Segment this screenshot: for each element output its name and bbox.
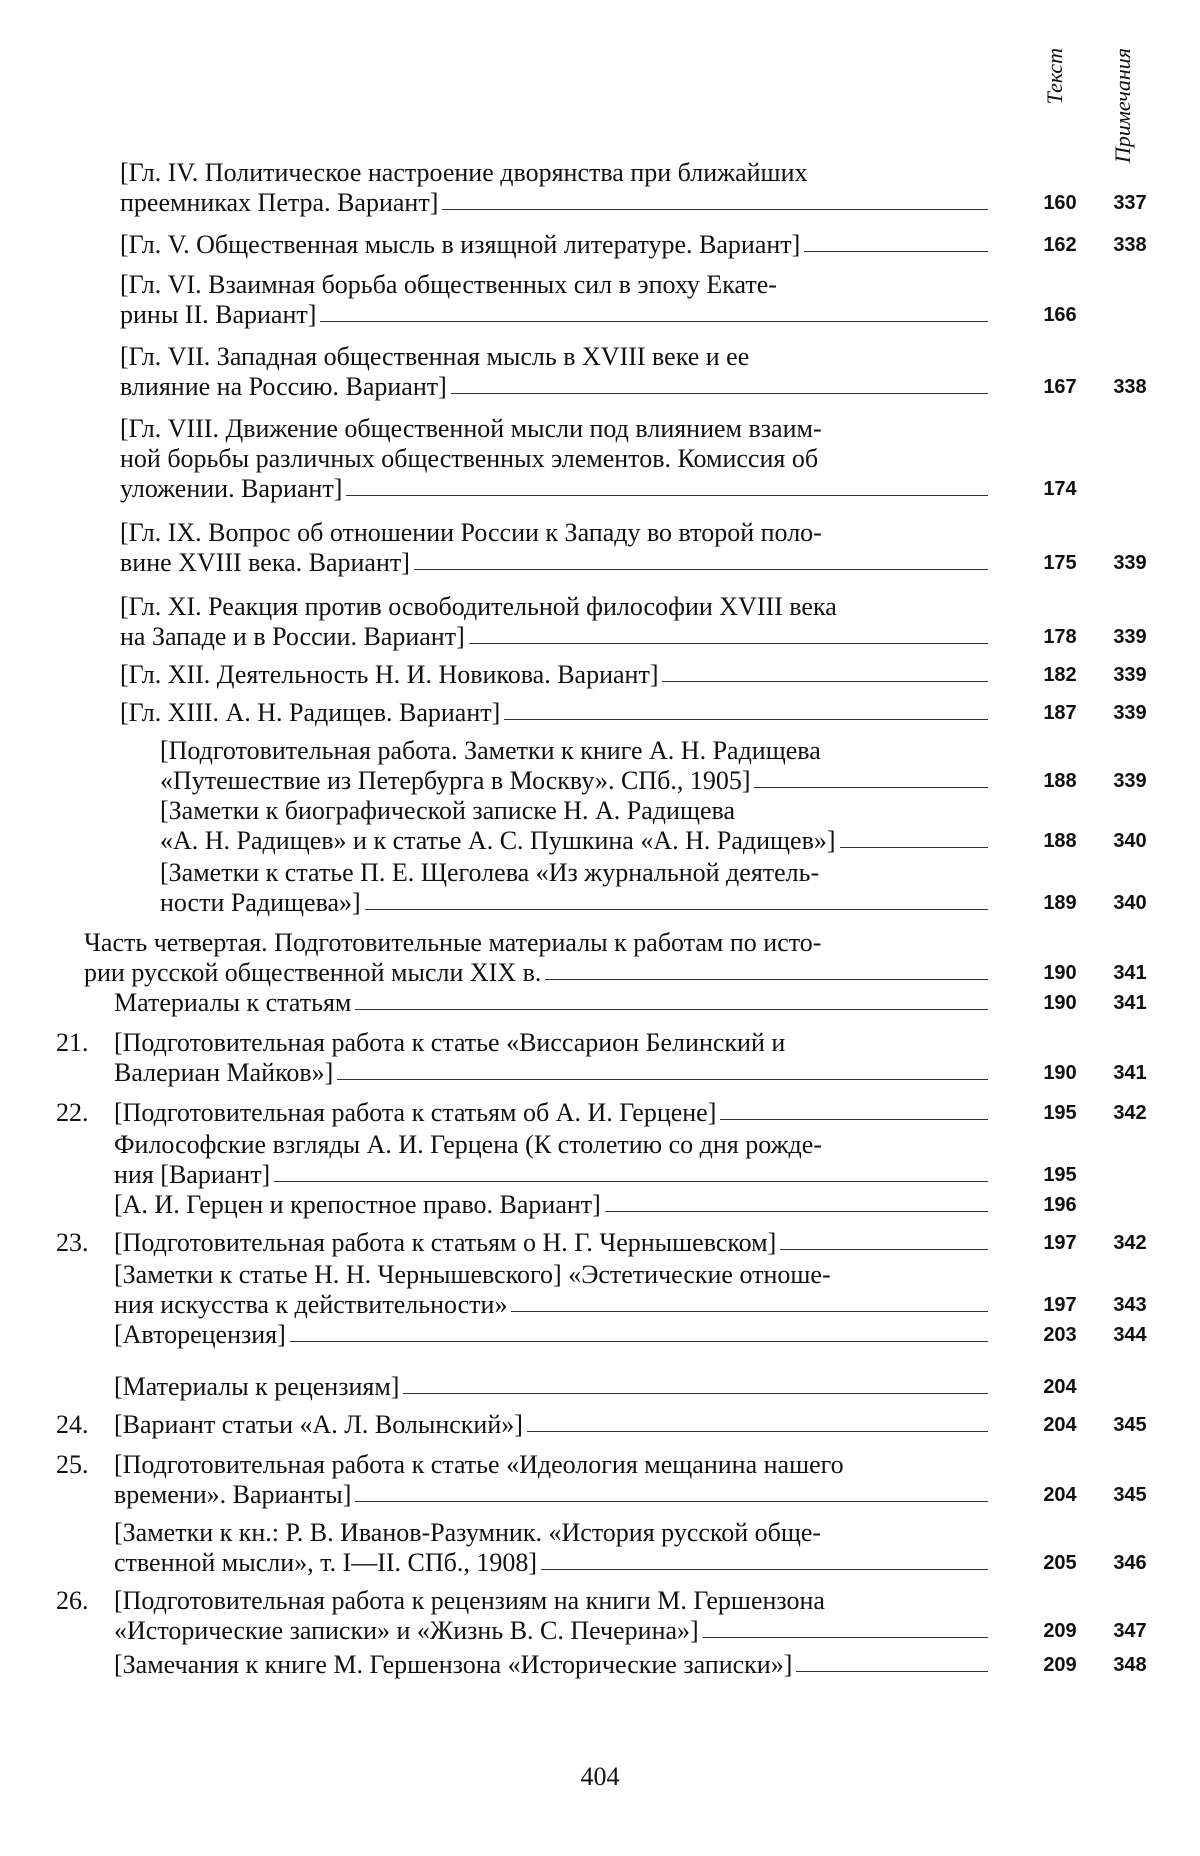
entry-number: 22. — [56, 1098, 89, 1127]
entry-last-line — [114, 1228, 990, 1258]
entry-title-line: Философские взгляды А. И. Герцена (К столетию со дня рожде- — [114, 1130, 822, 1159]
entry-title-line: [Материалы к рецензиям] — [114, 1372, 400, 1401]
entry-title-line: [Подготовительная работа к рецензиям на книги М. Гершензона — [114, 1586, 825, 1615]
leader-line — [527, 1430, 988, 1432]
text-page-number: 162 — [1043, 234, 1077, 256]
text-page-number: 209 — [1043, 1654, 1077, 1676]
entry-number: 26. — [56, 1586, 89, 1615]
leader-line — [780, 1248, 988, 1250]
entry-title-line: [Авторецензия] — [114, 1320, 286, 1349]
text-page-number: 203 — [1043, 1324, 1077, 1346]
text-page-number: 175 — [1043, 552, 1077, 574]
entry-title-line: ния искусства к действительности» — [114, 1290, 508, 1319]
notes-page-number: 341 — [1113, 1062, 1147, 1084]
leader-line — [804, 250, 988, 252]
entry-last-line — [120, 548, 990, 578]
entry-title-line: [Подготовительная работа к статье «Идеология мещанина нашего — [114, 1450, 844, 1479]
text-page-number: 205 — [1043, 1552, 1077, 1574]
entry-title-line: [Подготовительная работа к статьям о Н. Г. Чернышевском] — [114, 1228, 777, 1257]
notes-page-number: 344 — [1113, 1324, 1147, 1346]
leader-line — [511, 1310, 988, 1312]
leader-line — [442, 208, 988, 210]
leader-line — [320, 320, 988, 322]
notes-page-number: 348 — [1113, 1654, 1147, 1676]
entry-last-line — [114, 1320, 990, 1350]
entry-title-line: «А. Н. Радищев» и к статье А. С. Пушкина «А. Н. Радищев»] — [160, 826, 836, 855]
text-page-number: 188 — [1043, 830, 1077, 852]
entry-last-line — [160, 826, 990, 856]
notes-page-number: 342 — [1113, 1232, 1147, 1254]
entry-last-line — [114, 1372, 990, 1402]
notes-page-number: 338 — [1113, 234, 1147, 256]
notes-page-number: 339 — [1113, 626, 1147, 648]
text-page-number: 166 — [1043, 304, 1077, 326]
leader-line — [720, 1118, 988, 1120]
entry-title-line: [Заметки к статье Н. Н. Чернышевского] «Эстетические отноше- — [114, 1260, 831, 1289]
entry-title-line: «Исторические записки» и «Жизнь В. С. Печерина»] — [114, 1616, 699, 1645]
leader-line — [662, 680, 988, 682]
text-page-number: 196 — [1043, 1194, 1077, 1216]
leader-line — [754, 786, 988, 788]
leader-line — [840, 846, 988, 848]
leader-line — [290, 1340, 988, 1342]
entry-title-line: рии русской общественной мысли XIX в. — [84, 958, 542, 987]
notes-page-number: 342 — [1113, 1102, 1147, 1124]
leader-line — [541, 1568, 988, 1570]
leader-line — [414, 568, 988, 570]
entry-title-line: [Гл. XIII. А. Н. Радищев. Вариант] — [120, 698, 501, 727]
text-page-number: 188 — [1043, 770, 1077, 792]
text-page-number: 195 — [1043, 1102, 1077, 1124]
entry-title-line: [Гл. XI. Реакция против освободительной философии XVIII века — [120, 592, 837, 621]
leader-line — [469, 642, 988, 644]
leader-line — [355, 1008, 988, 1010]
text-page-number: 187 — [1043, 702, 1077, 724]
entry-title-line: [Подготовительная работа. Заметки к книге А. Н. Радищева — [160, 736, 821, 765]
entry-title-line: [Подготовительная работа к статье «Виссарион Белинский и — [114, 1028, 786, 1057]
notes-page-number: 345 — [1113, 1414, 1147, 1436]
entry-number: 23. — [56, 1228, 89, 1257]
notes-page-number: 339 — [1113, 702, 1147, 724]
entry-title-line: [Гл. XII. Деятельность Н. И. Новикова. Вариант] — [120, 660, 659, 689]
leader-line — [365, 908, 988, 910]
entry-title-line: ности Радищева»] — [160, 888, 361, 917]
text-page-number: 178 — [1043, 626, 1077, 648]
entry-last-line — [114, 988, 990, 1018]
entry-title-line: [Заметки к биографической записке Н. А. Радищева — [160, 796, 735, 825]
entry-last-line — [114, 1650, 990, 1680]
text-page-number: 195 — [1043, 1164, 1077, 1186]
entry-last-line — [114, 1190, 990, 1220]
entry-title-line: ной борьбы различных общественных элементов. Комиссия об — [120, 444, 819, 473]
leader-line — [451, 392, 988, 394]
notes-page-number: 339 — [1113, 552, 1147, 574]
text-page-number: 204 — [1043, 1414, 1077, 1436]
notes-page-number: 337 — [1113, 192, 1147, 214]
entry-title-line: [Гл. VI. Взаимная борьба общественных сил в эпоху Екате- — [120, 270, 777, 299]
notes-page-number: 340 — [1113, 830, 1147, 852]
notes-page-number: 339 — [1113, 770, 1147, 792]
entry-last-line — [160, 766, 990, 796]
entry-title-line: [Гл. IX. Вопрос об отношении России к Западу во второй поло- — [120, 518, 822, 547]
entry-title-line: [Гл. VII. Западная общественная мысль в XVIII веке и ее — [120, 342, 750, 371]
leader-line — [545, 978, 988, 980]
entry-last-line — [114, 1098, 990, 1128]
notes-page-number: 346 — [1113, 1552, 1147, 1574]
entry-title-line: [Гл. VIII. Движение общественной мысли под влиянием взаим- — [120, 414, 822, 443]
entry-number: 21. — [56, 1028, 89, 1057]
leader-line — [605, 1210, 988, 1212]
text-page-number: 197 — [1043, 1232, 1077, 1254]
entry-last-line — [120, 474, 990, 504]
page-number: 404 — [580, 1762, 620, 1791]
text-page-number: 197 — [1043, 1294, 1077, 1316]
entry-title-line: на Западе и в России. Вариант] — [120, 622, 465, 651]
leader-line — [703, 1636, 988, 1638]
entry-title-line: [Вариант статьи «А. Л. Волынский»] — [114, 1410, 523, 1439]
notes-page-number: 340 — [1113, 892, 1147, 914]
entry-title-line: [А. И. Герцен и крепостное право. Вариант] — [114, 1190, 601, 1219]
entry-number: 24. — [56, 1410, 89, 1439]
entry-title-line: Материалы к статьям — [114, 988, 352, 1017]
entry-last-line — [160, 888, 990, 918]
entry-title-line: Валериан Майков»] — [114, 1058, 334, 1087]
entry-last-line — [120, 188, 990, 218]
entry-last-line — [114, 1290, 990, 1320]
notes-page-number: 345 — [1113, 1484, 1147, 1506]
entry-title-line: вине XVIII века. Вариант] — [120, 548, 410, 577]
entry-title-line: влияние на Россию. Вариант] — [120, 372, 447, 401]
entry-last-line — [120, 230, 990, 260]
entry-title-line: ственной мысли», т. I—II. СПб., 1908] — [114, 1548, 538, 1577]
entry-title-line: [Гл. V. Общественная мысль в изящной литературе. Вариант] — [120, 230, 801, 259]
entry-title-line: [Замечания к книге М. Гершензона «Исторические записки»] — [114, 1650, 793, 1679]
entry-last-line — [120, 372, 990, 402]
column-header-text: Текст — [1042, 48, 1067, 105]
entry-title-line: «Путешествие из Петербурга в Москву». СПб., 1905] — [160, 766, 751, 795]
text-page-number: 190 — [1043, 992, 1077, 1014]
entry-last-line — [120, 698, 990, 728]
entry-title-line: [Гл. IV. Политическое настроение дворянства при ближайших — [120, 158, 808, 187]
text-page-number: 190 — [1043, 962, 1077, 984]
notes-page-number: 341 — [1113, 992, 1147, 1014]
entry-title-line: [Заметки к статье П. Е. Щеголева «Из журнальной деятель- — [160, 858, 820, 887]
entry-title-line: [Подготовительная работа к статьям об А. И. Герцене] — [114, 1098, 717, 1127]
entry-last-line — [114, 1480, 990, 1510]
leader-line — [796, 1670, 988, 1672]
notes-page-number: 339 — [1113, 664, 1147, 686]
text-page-number: 204 — [1043, 1484, 1077, 1506]
leader-line — [274, 1180, 988, 1182]
entry-title-line: времени». Варианты] — [114, 1480, 352, 1509]
entry-title-line: Часть четвертая. Подготовительные материалы к работам по исто- — [84, 928, 822, 957]
entry-title-line: преемниках Петра. Вариант] — [120, 188, 439, 217]
entry-title-line: [Заметки к кн.: Р. В. Иванов-Разумник. «История русской обще- — [114, 1518, 822, 1547]
text-page-number: 174 — [1043, 478, 1077, 500]
notes-page-number: 347 — [1113, 1620, 1147, 1642]
notes-page-number: 343 — [1113, 1294, 1147, 1316]
leader-line — [504, 718, 988, 720]
text-page-number: 160 — [1043, 192, 1077, 214]
text-page-number: 190 — [1043, 1062, 1077, 1084]
entry-last-line — [120, 300, 990, 330]
leader-line — [355, 1500, 988, 1502]
entry-last-line — [114, 1160, 990, 1190]
text-page-number: 189 — [1043, 892, 1077, 914]
entry-title-line: уложении. Вариант] — [120, 474, 343, 503]
entry-last-line — [114, 1410, 990, 1440]
entry-last-line — [114, 1616, 990, 1646]
text-page-number: 182 — [1043, 664, 1077, 686]
leader-line — [337, 1078, 988, 1080]
notes-page-number: 338 — [1113, 376, 1147, 398]
entry-number: 25. — [56, 1450, 89, 1479]
entry-title-line: рины II. Вариант] — [120, 300, 317, 329]
leader-line — [346, 494, 988, 496]
leader-line — [403, 1392, 988, 1394]
entry-last-line — [114, 1058, 990, 1088]
text-page-number: 204 — [1043, 1376, 1077, 1398]
entry-last-line — [114, 1548, 990, 1578]
notes-page-number: 341 — [1113, 962, 1147, 984]
text-page-number: 209 — [1043, 1620, 1077, 1642]
entry-last-line — [120, 622, 990, 652]
entry-title-line: ния [Вариант] — [114, 1160, 271, 1189]
entry-last-line — [120, 660, 990, 690]
column-header-notes: Примечания — [1110, 48, 1135, 164]
entry-last-line — [84, 958, 990, 988]
text-page-number: 167 — [1043, 376, 1077, 398]
